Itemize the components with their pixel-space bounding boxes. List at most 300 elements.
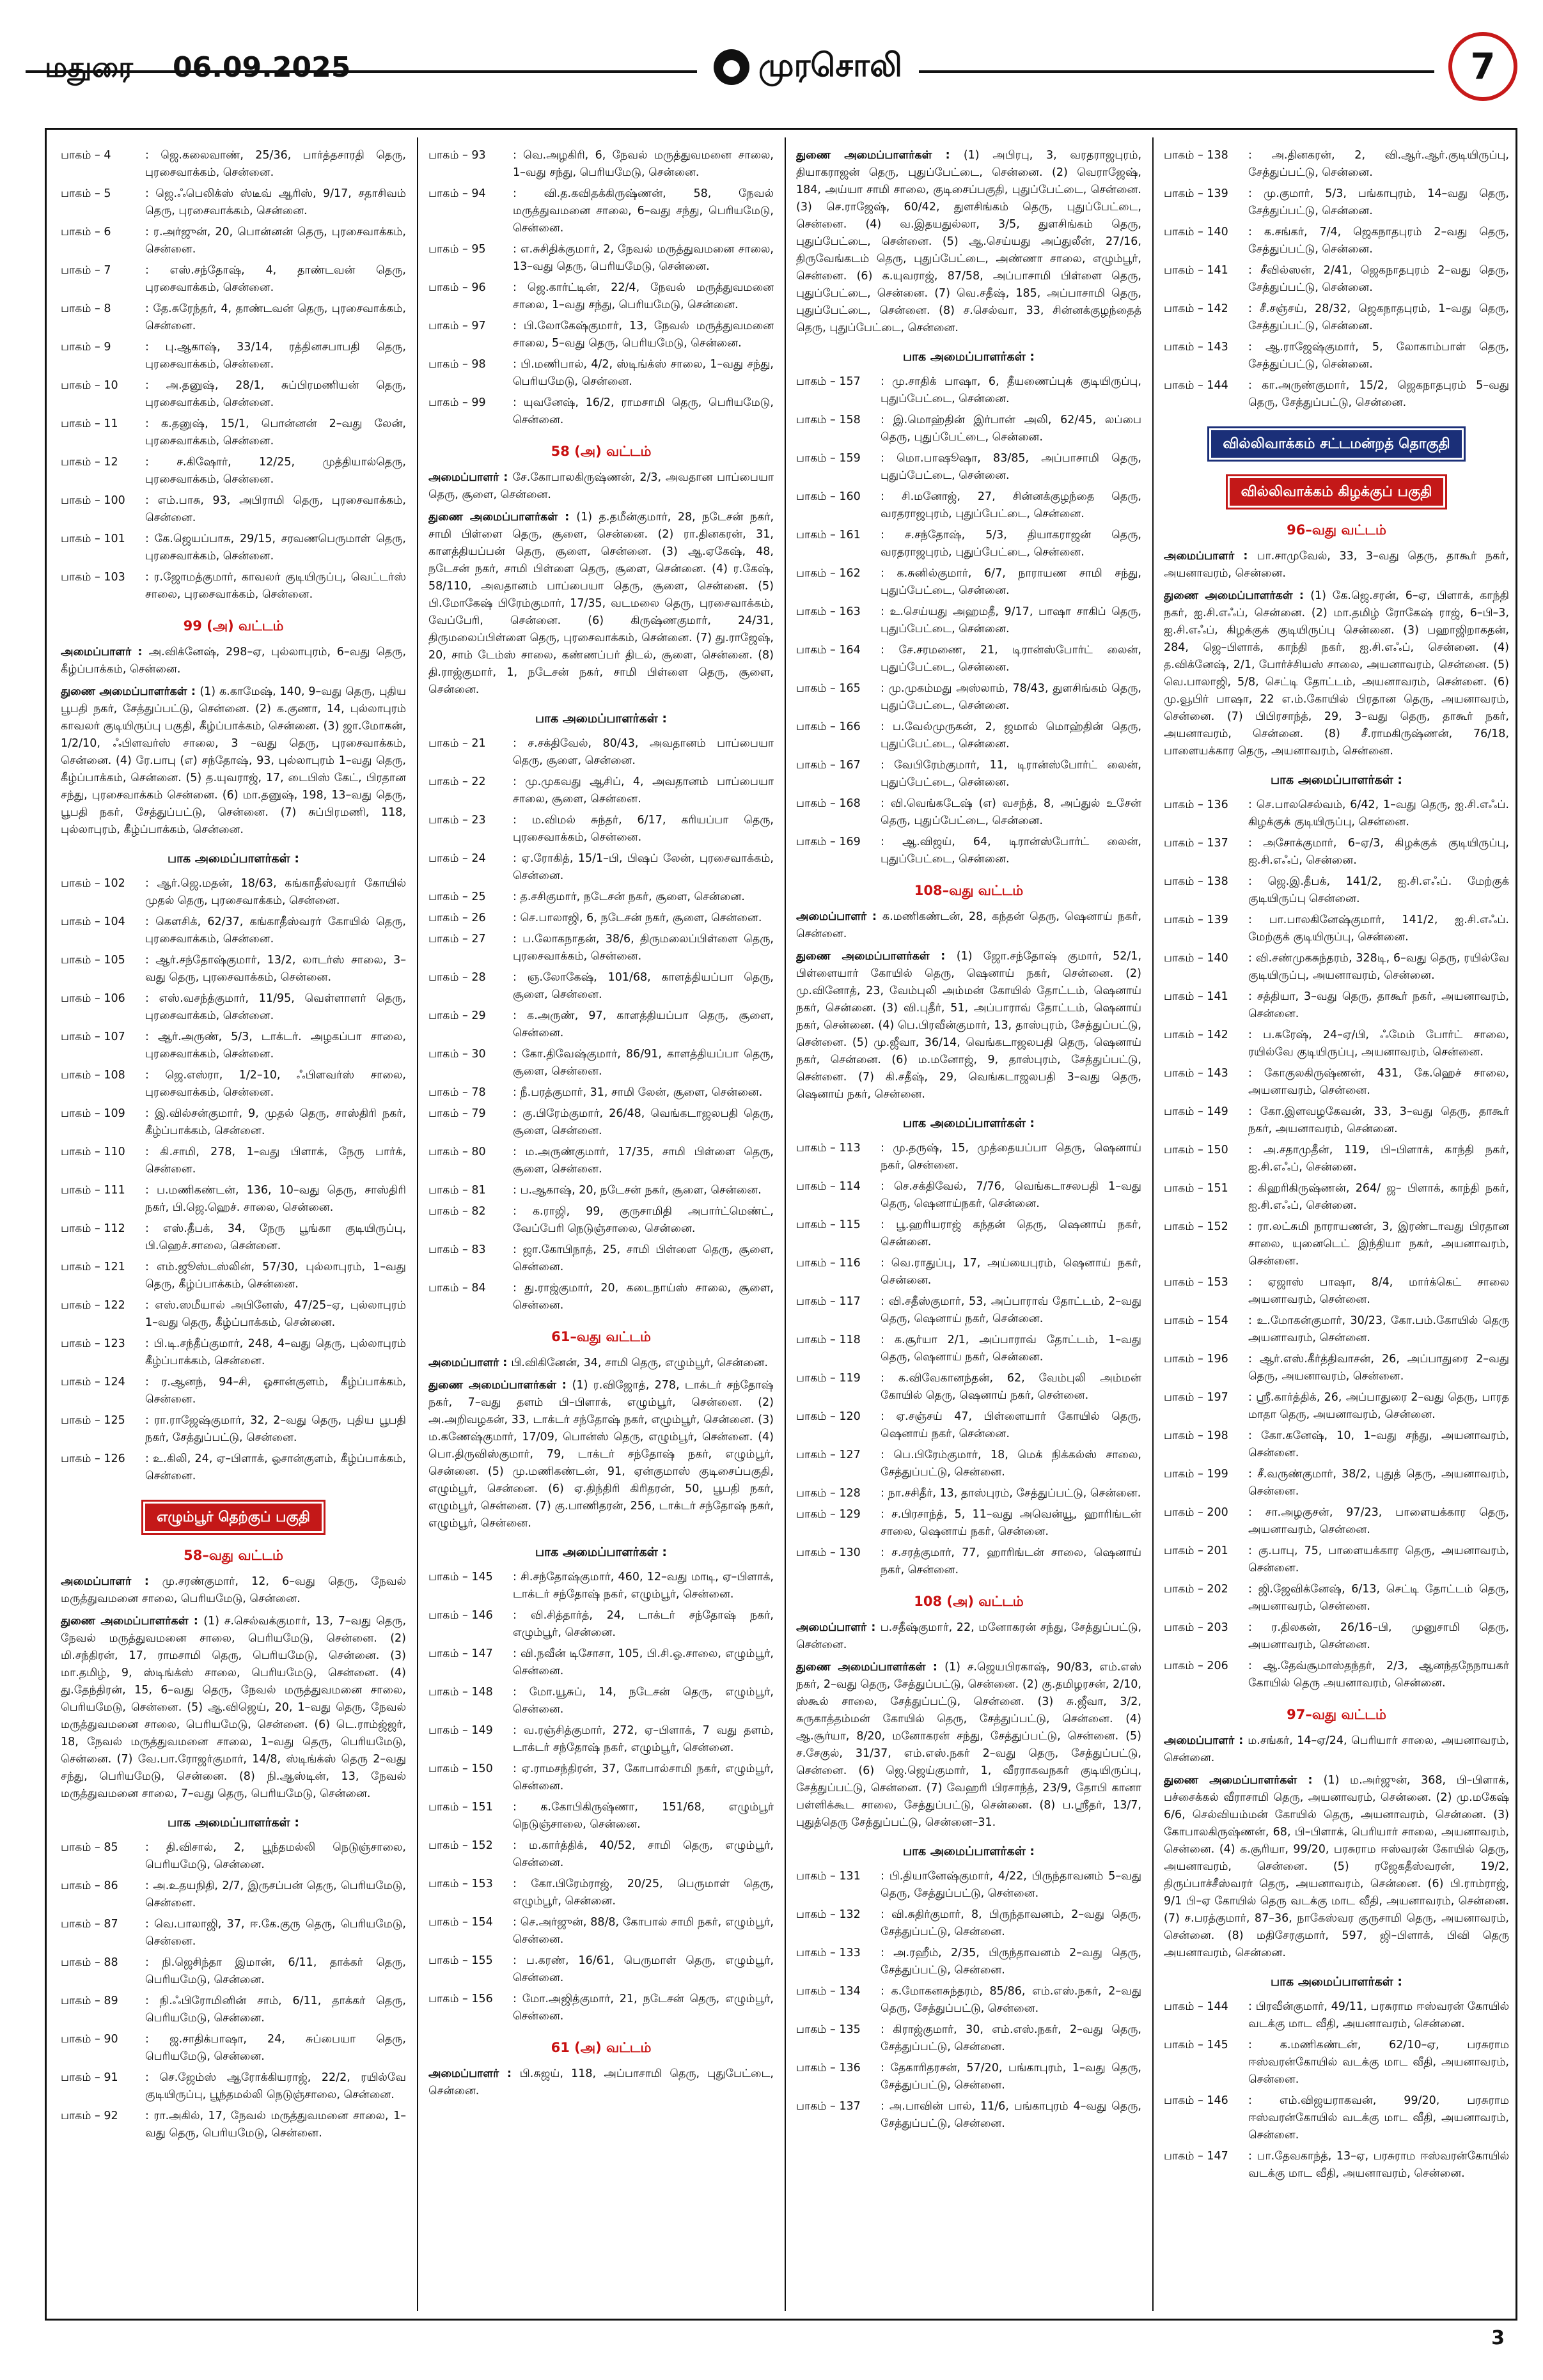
booth-rep-address: : கோ.பிரேம்ராஜ், 20/25, பெருமாள் தெரு, எழும்பூர், சென்னை. <box>513 1876 774 1910</box>
booth-number: பாகம் – 4 <box>61 149 111 162</box>
booth-entry <box>1164 2148 1509 2182</box>
booth-number: பாகம் – 85 <box>61 1841 118 1854</box>
booth-entry <box>61 2069 406 2104</box>
booth-entry <box>428 279 774 314</box>
booth-entry <box>61 1220 406 1255</box>
booth-entry <box>61 185 406 220</box>
rep-label: அமைப்பாளர் <box>61 1575 132 1588</box>
booth-entry <box>1164 339 1509 373</box>
booth-entry <box>428 735 774 770</box>
booth-rep-address: : ர.ஜோமத்குமார், காவலர் குடியிருப்பு, வெட்டர்ஸ் சாலை, புரசைவாக்கம், சென்னை. <box>145 569 406 603</box>
booth-rep-address: : செ.அர்ஜுன், 88/8, கோபால் சாமி நகர், எழும்பூர், சென்னை. <box>513 1914 774 1948</box>
constituency-banner <box>1164 428 1509 460</box>
booth-rep-address: : நீ.பரத்குமார், 31, சாமி லேன், சூளை, சென்னை. <box>513 1084 774 1101</box>
booth-number: பாகம் – 168 <box>796 797 861 810</box>
booth-number: பாகம் – 89 <box>61 1995 118 2007</box>
deputies-label: துணை அமைப்பாளர்கள் <box>428 511 558 524</box>
booth-rep-address: : மோ.யூசுப், 14, நடேசன் தெரு, எழும்பூர், சென்னை. <box>513 1684 774 1718</box>
ward-representative: அமைப்பாளர் : பி.சுஜய், 118, அப்பாசாமி தெரு, புதுபேட்டை, சென்னை. <box>428 2067 774 2097</box>
booth-rep-address: : இ.வில்சன்குமார், 9, முதல் தெரு, சாஸ்திரி நகர், கீழ்ப்பாக்கம், சென்னை. <box>145 1105 406 1140</box>
booth-list <box>796 1868 1141 2133</box>
booth-rep-address: : தி.விசால், 2, பூந்தமல்லி நெடுஞ்சாலை, பெரியமேடு, சென்னை. <box>145 1839 406 1874</box>
booth-number: பாகம் – 88 <box>61 1956 118 1969</box>
page-number: 7 <box>1448 32 1517 101</box>
booth-number: பாகம் – 112 <box>61 1222 125 1235</box>
booth-entry <box>796 2060 1141 2094</box>
deputies-text: (1) ச.ஜெயபிரகாஷ், 90/83, எம்.எஸ் நகர், 2–வது தெரு, சேத்துப்பட்டு, சென்னை. (2) கு.தமிழரசன், 2/10, ஸ்கூல் சாலை, சேத்துப்பட்டு, சென்னை. (3) சு.ஜீவா, 3/2, சுருகாத்தம்மன் கோயில் தெரு, சேத்துப்பட்டு, சென்னை. (4) ஆ.சூர்யா, 8/20, மனோகரன் சந்து, சேத்துப்பட்டு, சென்னை. (5) ச.சேகுல், 31/37, எம்.எஸ்.நகர் 2–வது தெரு, சேத்துப்பட்டு, சென்னை. (6) ஜெ.ஜெய்குமார், 1, வீரராகவநகர் குடியிருப்பு, சேத்துப்பட்டு, சென்னை. (7) வேஹரி பிரசாந்த், 23/9, தோபி கானா பள்ளிக்கூட சாலை, சேத்துப்பட்டு, சென்னை. (8) ப.ஸ்ரீதர், 13/7, புதுத்தெரு சேத்துப்பட்டு, சென்னை–31. <box>796 1661 1141 1829</box>
booth-number: பாகம் – 140 <box>1164 226 1228 238</box>
booth-entry <box>1164 1065 1509 1100</box>
booth-rep-address: : க.சுனில்குமார், 6/7, நாராயண சாமி சந்து, புதுப்பேட்டை, சென்னை. <box>881 565 1141 600</box>
booth-number: பாகம் – 144 <box>1164 379 1228 392</box>
ward-heading: 58 (அ) வட்டம் <box>551 444 652 459</box>
booth-rep-address: : ர.ஆனந், 94–சி, ஓசான்குளம், கீழ்ப்பாக்கம், சென்னை. <box>145 1374 406 1408</box>
deputies-text: (1) ஜோ.சந்தோஷ் குமார், 52/1, பிள்ளையார் கோயில் தெரு, ஷெனாய் நகர், சென்னை. (2) மு.வினோத், 23, வேம்புலி அம்மன் கோயில் தோட்டம், ஷெனாய் நகர், சென்னை. (3) வி.புதீர், 51, அப்பாராவ் தோட்டம், ஷெனாய் நகர், சென்னை. (4) பெ.பிரவீன்குமார், 13, தாஸ்புரம், சேத்துப்பட்டு, சென்னை. (5) மு.ஜீவா, 36/14, வெங்கடாஜலபதி தெரு, ஷெனாய் நகர், சென்னை. (6) ம.மனோஜ், 9, தாஸ்புரம், சேத்துப்பட்டு, சென்னை. (7) கி.சதீஷ், 29, வெங்கடாஜலபதி 3–வது தெரு, ஷெனாய் நகர், சென்னை. <box>796 950 1141 1101</box>
booth-rep-address: : ச.கிஷோர், 12/25, முத்தியால்தெரு, புரசைவாக்கம், சென்னை. <box>145 454 406 488</box>
booth-number: பாகம் – 12 <box>61 456 118 469</box>
booth-rep-address: : எம்.பாசு, 93, அபிராமி தெரு, புரசைவாக்கம், சென்னை. <box>145 492 406 527</box>
booth-number: பாகம் – 156 <box>428 1993 493 2005</box>
booth-number: பாகம் – 199 <box>1164 1468 1228 1481</box>
booth-number: பாகம் – 78 <box>428 1086 486 1099</box>
booth-rep-address: : சீ.சஞ்சய், 28/32, ஜெகநாதபுரம், 1–வது தெரு, சேத்துப்பட்டு, சென்னை. <box>1248 300 1509 335</box>
booth-rep-address: : மோ.அஜித்குமார், 21, நடேசன் தெரு, எழும்பூர், சென்னை. <box>513 1991 774 2025</box>
ward-heading: 58–வது வட்டம் <box>184 1548 283 1563</box>
rep-label: அமைப்பாளர் <box>428 1357 499 1369</box>
rep-text: க.மணிகண்டன், 28, கந்தன் தெரு, ஷெனாய் நகர், சென்னை. <box>796 910 1141 940</box>
booth-number: பாகம் – 25 <box>428 891 486 903</box>
deputies-label: துணை அமைப்பாளர்கள் <box>61 685 187 698</box>
rep-text: ப.சதீஷ்குமார், 22, மனோகரன் சந்து, சேத்துப்பட்டு, சென்னை. <box>796 1621 1141 1651</box>
booth-number: பாகம் – 104 <box>61 915 125 928</box>
booth-entry <box>796 1868 1141 1902</box>
booth-entry <box>61 2031 406 2065</box>
booth-rep-address: : கே.ஜெயப்பாசு, 29/15, சரவணபெருமாள் தெரு, புரசைவாக்கம், சென்னை. <box>145 531 406 565</box>
paper-name: முரசொலி <box>758 46 902 84</box>
booth-rep-address: : ர.அர்ஜுன், 20, பொன்னன் தெரு, புரசைவாக்கம், சென்னை. <box>145 224 406 258</box>
booth-reps-heading: பாக அமைப்பாளர்கள் : <box>1270 773 1402 787</box>
booth-entry <box>428 241 774 276</box>
booth-rep-address: : எம்.விஜயராகவன், 99/20, பரசுராம ஈஸ்வரன்கோயில் வடக்கு மாட வீதி, அயனாவரம், சென்னை. <box>1248 2092 1509 2144</box>
booth-number: பாகம் – 116 <box>796 1257 861 1270</box>
booth-rep-address: : அ.தினகரன், 2, வி.ஆர்.ஆர்.குடியிருப்பு, சேத்துப்பட்டு, சென்னை. <box>1248 147 1509 182</box>
ward-representative: அமைப்பாளர் : சே.கோபாலகிருஷ்ணன், 2/3, அவதான பாப்பையா தெரு, சூளை, சென்னை. <box>428 471 774 501</box>
booth-reps-heading: பாக அமைப்பாளர்கள் : <box>902 1116 1035 1130</box>
booth-rep-address: : எஸ்.ஸமீயால் அபினேஸ், 47/25–ஏ, புல்லாபுரம் 1–வது தெரு, கீழ்ப்பாக்கம், சென்னை. <box>145 1297 406 1332</box>
booth-rep-address: : அ.பாவின் பால், 11/6, பங்காபுரம் 4–வது தெரு, சேத்துப்பட்டு, சென்னை. <box>881 2098 1141 2133</box>
booth-rep-address: : கிராஜ்குமார், 30, எம்.எஸ்.நகர், 2–வது தெரு, சேத்துப்பட்டு, சென்னை. <box>881 2021 1141 2056</box>
booth-rep-address: : வெ.அழகிரி, 6, நேவல் மருத்துவமனை சாலை, 1–வது சந்து, பெரியமேடு, சென்னை. <box>513 147 774 182</box>
booth-rep-address: : அ.உதயநிதி, 2/7, இருசப்பன் தெரு, பெரியமேடு, சென்னை. <box>145 1878 406 1912</box>
booth-rep-address: : கோ.இளவழகேவன், 33, 3–வது தெரு, தாகூர் நகர், அயனாவரம், சென்னை. <box>1248 1103 1509 1138</box>
ward-representative: அமைப்பாளர் : ப.சதீஷ்குமார், 22, மனோகரன் சந்து, சேத்துப்பட்டு, சென்னை. <box>796 1621 1141 1651</box>
booth-number: பாகம் – 144 <box>1164 2000 1228 2013</box>
booth-number: பாகம் – 143 <box>1164 341 1228 354</box>
booth-reps-heading: பாக அமைப்பாளர்கள் : <box>535 1545 667 1559</box>
booth-number: பாகம் – 150 <box>428 1762 493 1775</box>
booth-rep-address: : ஏ.சஞ்சய் 47, பிள்ளையார் கோயில் தெரு, ஷெனாய் நகர், சென்னை. <box>881 1408 1141 1443</box>
booth-entry <box>1164 912 1509 946</box>
booth-rep-address: : க.அருண், 97, காளத்தியப்பா தெரு, சூளை, சென்னை. <box>513 1007 774 1042</box>
booth-rep-address: : சி.மனோஜ், 27, சின்னக்குழந்தை தெரு, வரதராஜபுரம், புதுப்பேட்டை, சென்னை. <box>881 488 1141 523</box>
booth-entry <box>796 373 1141 408</box>
booth-entry <box>428 1952 774 1987</box>
booth-rep-address: : ச.சரத்குமார், 77, ஹாரிங்டன் சாலை, ஷெனாய் நகர், சென்னை. <box>881 1544 1141 1579</box>
edition-city: மதுரை <box>45 51 133 84</box>
booth-rep-address: : ப.மணிகண்டன், 136, 10–வது தெரு, சாஸ்திரி நகர், பி.ஜெ.ஹெச். சாலை, சென்னை. <box>145 1182 406 1217</box>
booth-entry <box>796 795 1141 830</box>
booth-entry <box>796 642 1141 676</box>
booth-rep-address: : கோ.கனேஷ், 10, 1–வது சந்து, அயனாவரம், சென்னை. <box>1248 1427 1509 1462</box>
booth-rep-address: : மு.தருஷ், 15, முத்தையப்பா தெரு, ஷெனாய் நகர், சென்னை. <box>881 1140 1141 1174</box>
booth-entry <box>796 1408 1141 1443</box>
booth-rep-address: : ஆர்.எஸ்.கீர்த்திவாசன், 26, அப்பாதுரை 2–வது தெரு, அயனாவரம், சென்னை. <box>1248 1351 1509 1385</box>
booth-number: பாகம் – 29 <box>428 1009 486 1022</box>
booth-entry <box>796 1332 1141 1366</box>
booth-rep-address: : உ.கிலி, 24, ஏ–பிளாக், ஓசான்குளம், கீழ்ப்பாக்கம், சென்னை. <box>145 1451 406 1485</box>
booth-rep-address: : ஜெ.கலைவாண், 25/36, பார்த்தசாரதி தெரு, புரசைவாக்கம், சென்னை. <box>145 147 406 182</box>
booth-entry <box>61 914 406 948</box>
booth-entry <box>428 1761 774 1795</box>
booth-rep-address: : க.விவேகானந்தன், 62, வேம்புலி அம்மன் கோயில் தெரு, ஷெனாய் நகர், சென்னை. <box>881 1370 1141 1404</box>
booth-entry <box>428 1914 774 1948</box>
booth-rep-address: : சே.சரமணை, 21, டிரான்ஸ்போர்ட் லைன், புதுப்பேட்டை, சென்னை. <box>881 642 1141 676</box>
booth-number: பாகம் – 166 <box>796 720 861 733</box>
booth-entry <box>796 1140 1141 1174</box>
booth-entry <box>796 834 1141 868</box>
booth-entry <box>428 1837 774 1872</box>
booth-entry <box>428 1799 774 1833</box>
booth-list <box>61 1839 406 2142</box>
booth-entry <box>796 488 1141 523</box>
booth-number: பாகம் – 150 <box>1164 1144 1228 1156</box>
booth-entry <box>1164 1142 1509 1176</box>
booth-entry <box>1164 2092 1509 2144</box>
booth-number: பாகம் – 151 <box>1164 1182 1228 1195</box>
booth-rep-address: : மு.முகம்மது அஸ்லாம், 78/43, துளசிங்கம் தெரு, புதுப்பேட்டை, சென்னை. <box>881 680 1141 715</box>
booth-number: பாகம் – 9 <box>61 341 111 354</box>
booth-number: பாகம் – 99 <box>428 396 486 409</box>
rep-text: மு.சரண்குமார், 12, 6–வது தெரு, நேவல் மருத்துவமனை சாலை, பெரியமேடு, சென்னை. <box>61 1575 406 1605</box>
booth-rep-address: : வேபிரேம்குமார், 11, டிரான்ஸ்போர்ட் லைன், புதுப்பேட்டை, சென்னை. <box>881 757 1141 791</box>
booth-rep-address: : உ.செய்யது அஹமதீ, 9/17, பாஷா சாகிப் தெரு, புதுப்பேட்டை, சென்னை. <box>881 603 1141 638</box>
booth-entry <box>1164 1543 1509 1577</box>
booth-number: பாகம் – 142 <box>1164 302 1228 315</box>
booth-number: பாகம் – 21 <box>428 737 486 750</box>
booth-entry <box>796 450 1141 485</box>
booth-entry <box>1164 185 1509 220</box>
booth-rep-address: : ஆர்.சந்தோஷ்குமார், 13/2, லாடர்ஸ் சாலை, 3–வது தெரு, புரசைவாக்கம், சென்னை. <box>145 952 406 986</box>
booth-entry <box>61 1297 406 1332</box>
booth-entry <box>796 1178 1141 1213</box>
booth-number: பாகம் – 106 <box>61 992 125 1005</box>
column-1 <box>61 147 406 2308</box>
booth-rep-address: : ஏ.ராமசந்திரன், 37, கோபால்சாமி நகர், எழும்பூர், சென்னை. <box>513 1761 774 1795</box>
booth-rep-address: : எஸ்.சந்தோஷ், 4, தாண்டவன் தெரு, புரசைவாக்கம், சென்னை. <box>145 262 406 297</box>
booth-number: பாகம் – 201 <box>1164 1544 1228 1557</box>
booth-number: பாகம் – 90 <box>61 2033 118 2046</box>
booth-number: பாகம் – 101 <box>61 533 125 545</box>
booth-rep-address: : பி.லோகேஷ்குமார், 13, நேவல் மருத்துவமனை சாலை, 5–வது தெரு, பெரியமேடு, சென்னை. <box>513 318 774 352</box>
booth-number: பாகம் – 11 <box>61 417 118 430</box>
booth-rep-address: : ஆ.விஜய், 64, டிரான்ஸ்போர்ட் லைன், புதுப்பேட்டை, சென்னை. <box>881 834 1141 868</box>
booth-rep-address: : பா.பாலகினேஷ்குமார், 141/2, ஐ.சி.எஃப். மேற்குக் குடியிருப்பு, சென்னை. <box>1248 912 1509 946</box>
booth-entry <box>428 1645 774 1680</box>
booth-rep-address: : எஸ்.வசந்த்குமார், 11/95, வெள்ளாளர் தெரு, புரசைவாக்கம், சென்னை. <box>145 990 406 1025</box>
booth-number: பாகம் – 146 <box>1164 2094 1228 2107</box>
booth-number: பாகம் – 80 <box>428 1146 486 1158</box>
booth-number: பாகம் – 30 <box>428 1048 486 1061</box>
booth-number: பாகம் – 126 <box>61 1452 125 1465</box>
booth-number: பாகம் – 145 <box>428 1571 493 1583</box>
booth-number: பாகம் – 84 <box>428 1282 486 1295</box>
booth-number: பாகம் – 163 <box>796 605 861 618</box>
column-3 <box>796 147 1141 2308</box>
booth-number: பாகம் – 137 <box>796 2100 861 2113</box>
ward-heading: 61–வது வட்டம் <box>551 1329 651 1344</box>
column-4 <box>1164 147 1509 2308</box>
booth-entry <box>1164 262 1509 297</box>
deputies-text: (1) த.தமீன்குமார், 28, நடேசன் நகர், சாமி பிள்ளை தெரு, சூளை, சென்னை. (2) ரா.தினகரன், 31, காளத்தியப்பன் தெரு, சூளை, சென்னை. (3) ஆ.ஏகேஷ், 48, நடேசன் நகர், சாமி பிள்ளை தெரு, சூளை, சென்னை. (4) ர.கேஷ், 58/110, அவதானம் பாப்பையா தெரு, சூளை, சென்னை. (5) பி.மோகேஷ் பிரேம்குமார், 17/35, வடமலை தெரு, புரசைவாக்கம், வேப்பேரி, சென்னை. (6) கிருஷ்ணகுமார், 24/31, திருமலைப்பிள்ளை தெரு, புரசைவாக்கம், சென்னை. (7) து.ராஜேஷ், 20, சாம் டேம்ஸ் சாலை, கண்ணப்பர் திடல், சூளை, சென்னை. (8) தி.ராஜ்குமார், 1, நடேசன் நகர், சாமி பிள்ளை தெரு, சூளை, சென்னை. <box>428 511 774 696</box>
booth-rep-address: : வி.சித்தார்த், 24, டாக்டர் சந்தோஷ் நகர், எழும்பூர், சென்னை. <box>513 1607 774 1642</box>
booth-number: பாகம் – 105 <box>61 954 125 967</box>
booth-number: பாகம் – 27 <box>428 933 486 945</box>
booth-rep-address: : ஜெ.எஸ்ரா, 1/2–10, ஃபிளவர்ஸ் சாலை, புரசைவாக்கம், சென்னை. <box>145 1067 406 1101</box>
booth-rep-address: : பெ.பிரேம்குமார், 18, மெக் நிக்கல்ஸ் சாலை, சேத்துப்பட்டு, சென்னை. <box>881 1447 1141 1481</box>
booth-number: பாகம் – 111 <box>61 1184 125 1197</box>
booth-number: பாகம் – 83 <box>428 1243 486 1256</box>
booth-entry <box>1164 1218 1509 1270</box>
booth-number: பாகம் – 153 <box>1164 1276 1228 1289</box>
booth-entry <box>428 318 774 352</box>
booth-number: பாகம் – 167 <box>796 759 861 772</box>
area-banner <box>1164 476 1509 508</box>
booth-number: பாகம் – 149 <box>428 1724 493 1737</box>
booth-rep-address: : கி.சாமி, 278, 1–வது பிளாக், நேரு பார்க், சென்னை. <box>145 1144 406 1178</box>
booth-entry <box>1164 377 1509 412</box>
booth-rep-address: : சா.அழகுசன், 97/23, பாளையக்கார தெரு, அயனாவரம், சென்னை. <box>1248 1504 1509 1539</box>
booth-rep-address: : த.சசிகுமார், நடேசன் நகர், சூளை, சென்னை. <box>513 889 774 906</box>
booth-rep-address: : மு.முகவது ஆசிப், 4, அவதானம் பாப்பையா சாலை, சூளை, சென்னை. <box>513 774 774 808</box>
booth-entry <box>1164 1180 1509 1215</box>
booth-rep-address: : ரா.அகில், 17, நேவல் மருத்துவமனை சாலை, 1–வது தெரு, பெரியமேடு, சென்னை. <box>145 2108 406 2142</box>
booth-entry <box>61 454 406 488</box>
booth-number: பாகம் – 115 <box>796 1218 861 1231</box>
booth-number: பாகம் – 119 <box>796 1372 861 1385</box>
booth-number: பாகம் – 143 <box>1164 1067 1228 1080</box>
booth-entry <box>428 394 774 429</box>
column-divider <box>417 137 418 2311</box>
booth-rep-address: : அ.ரஹீம், 2/35, பிருந்தாவனம் 2–வது தெரு, சேத்துப்பட்டு, சென்னை. <box>881 1945 1141 1979</box>
booth-rep-address: : எஸ்.தீபக், 34, நேரு பூங்கா குடியிருப்பு, பி.ஹெச்.சாலை, சென்னை. <box>145 1220 406 1255</box>
booth-rep-address: : ஆர்.அருண், 5/3, டாக்டர். அழகப்பா சாலை, புரசைவாக்கம், சென்னை. <box>145 1029 406 1063</box>
booth-entry <box>1164 300 1509 335</box>
ward-representative: அமைப்பாளர் : பி.விகினேன், 34, சாமி தெரு, எழும்பூர், சென்னை. <box>428 1357 768 1369</box>
booth-rep-address: : ச.சக்திவேல், 80/43, அவதானம் பாப்பையா தெரு, சூளை, சென்னை. <box>513 735 774 770</box>
booth-entry <box>428 889 774 906</box>
booth-number: பாகம் – 100 <box>61 494 125 507</box>
booth-list <box>61 875 406 1485</box>
booth-rep-address: : க.மணிகண்டன், 62/10–ஏ, பரசுராம ஈஸ்வரன்கோயில் வடக்கு மாட வீதி, அயனாவரம், சென்னை. <box>1248 2037 1509 2088</box>
booth-number: பாகம் – 6 <box>61 226 111 238</box>
booth-entry <box>61 262 406 297</box>
booth-rep-address: : எம்.ஜூஸ்டஸ்லின், 57/30, புல்லாபுரம், 1–வது தெரு, கீழ்ப்பாக்கம், சென்னை. <box>145 1259 406 1293</box>
booth-rep-address: : வி.சுதிர்குமார், 8, பிருந்தாவனம், 2–வது தெரு, சேத்துப்பட்டு, சென்னை. <box>881 1906 1141 1941</box>
booth-rep-address: : ஜெ.ஃபெலிக்ஸ் ஸ்டீவ் ஆரிஸ், 9/17, சதாசிவம் தெரு, புரசைவாக்கம், சென்னை. <box>145 185 406 220</box>
elephant-icon: ● <box>714 49 749 85</box>
area-banner-text: வில்லிவாக்கம் கிழக்குப் பகுதி <box>1228 476 1446 508</box>
booth-entry <box>428 1182 774 1199</box>
deputies-text: (1) ச.செல்வக்குமார், 13, 7–வது தெரு, நேவல் மருத்துவமனை சாலை, பெரியமேடு, சென்னை. (2) மி.சந்திரன், 17, ராமசாமி தெரு, பெரியமேடு, சென்னை. (3) மா.தமிழ், 9, ஸ்டிங்க்ஸ் சாலை, பெரியமேடு, சென்னை. (4) து.தேந்திரன், 15, 6–வது தெரு, நேவல் மருத்துவமனை சாலை, பெரியமேடு, சென்னை. (5) ஆ.விஜெய், 20, 1–வது தெரு, நேவல் மருத்துவமனை சாலை, பெரியமேடு, சென்னை. (6) டெ.ராம்ஜ்ஜர், 18, நேவல் மருத்துவமனை சாலை, 1–வது தெரு, பெரியமேடு, சென்னை. (7) வே.பா.ரோஜர்குமார், 14/8, ஸ்டிங்க்ஸ் தெரு 2–வது சந்து, பெரியமேடு, சென்னை. (8) நி.ஆஸ்டின், 13, நேவல் மருத்துவமனை சாலை, 7–வது தெரு, பெரியமேடு, சென்னை. <box>61 1615 406 1800</box>
booth-rep-address: : உ.மோகன்குமார், 30/23, கோ.பம்.கோயில் தெரு அயனாவரம், சென்னை. <box>1248 1312 1509 1347</box>
deputies-text: (1) ம.அர்ஜுன், 368, பி–பிளாக், பச்சைக்கல் வீராசாமி தெரு, அயனாவரம், சென்னை. (2) மு.மகேஷ் 6/6, செல்வியம்மன் கோயில் தெரு, அயனாவரம், சென்னை. (3) கோபாலகிருஷ்ணன், 68, பி–பிளாக், பெரியார் சாலை, அயனாவரம், சென்னை. (4) க.சூரியா, 99/20, பரசுராம ஈஸ்வரன் கோயில் தெரு, அயனாவரம், சென்னை. (5) ரஜேகதீஸ்வரன், 19/2, திருப்பாச்சீஸ்வரர் தெரு, அயனாவரம், சென்னை. (6) பி.ராம்ராஜ், 9/1 பி–ஏ கோயில் தெரு வடக்கு மாட வீதி, அயனாவரம், சென்னை. (7) ச.பரத்குமார், 87–36, நாகேஸ்வர குருசாமி தெரு, அயனாவரம், சென்னை. (8) மதிசேரகுமார், 597, ஜி–பிளாக், பிவி தெரு அயனாவரம், சென்னை. <box>1164 1774 1509 1959</box>
booth-number: பாகம் – 147 <box>428 1647 493 1660</box>
booth-rep-address: : பி.மணிபால், 4/2, ஸ்டிங்க்ஸ் சாலை, 1–வது சந்து, பெரியமேடு, சென்னை. <box>513 356 774 391</box>
booth-rep-address: : வ.ரஞ்சித்குமார், 272, ஏ–பிளாக், 7 வது தளம், டாக்டர் சந்தோஷ் நகர், எழும்பூர், சென்னை. <box>513 1722 774 1757</box>
rep-label: அமைப்பாளர் <box>1164 550 1235 563</box>
booth-number: பாகம் – 113 <box>796 1142 861 1155</box>
booth-entry <box>796 2021 1141 2056</box>
booth-rep-address: : ர.திலகன், 26/16–பி, முனுசாமி தெரு, அயனாவரம், சென்னை. <box>1248 1619 1509 1654</box>
booth-number: பாகம் – 121 <box>61 1261 125 1273</box>
booth-entry <box>1164 797 1509 831</box>
booth-number: பாகம் – 95 <box>428 243 486 256</box>
deputies-label: துணை அமைப்பாளர்கள் <box>1164 1774 1297 1787</box>
booth-rep-address: : க.மோகனசுந்தரம், 85/86, எம்.எஸ்.நகர், 2–வது தெரு, சேத்துப்பட்டு, சென்னை. <box>881 1983 1141 2018</box>
booth-entry <box>428 1991 774 2025</box>
rep-label: அமைப்பாளர் <box>61 646 132 658</box>
booth-entry <box>428 185 774 237</box>
booth-entry <box>61 1182 406 1217</box>
booth-number: பாகம் – 7 <box>61 264 111 277</box>
booth-number: பாகம் – 133 <box>796 1947 861 1959</box>
booth-entry <box>796 1945 1141 1979</box>
booth-rep-address: : ரா.ராஜேஷ்குமார், 32, 2–வது தெரு, புதிய பூபதி நகர், சேத்துப்பட்டு, சென்னை. <box>145 1412 406 1447</box>
rep-text: அ.விக்னேஷ், 298–ஏ, புல்லாபுரம், 6–வது தெரு, கீழ்ப்பாக்கம், சென்னை. <box>61 646 406 676</box>
booth-rep-address: : சீ.வருண்குமார், 38/2, புதுத் தெரு, அயனாவரம், சென்னை. <box>1248 1466 1509 1500</box>
booth-number: பாகம் – 120 <box>796 1410 861 1423</box>
booth-entry <box>796 680 1141 715</box>
booth-rep-address: : க.சங்கர், 7/4, ஜெகநாதபுரம் 2–வது தெரு, சேத்துப்பட்டு, சென்னை. <box>1248 224 1509 258</box>
ward-heading: 97–வது வட்டம் <box>1287 1707 1386 1722</box>
booth-number: பாகம் – 110 <box>61 1146 125 1158</box>
booth-entry <box>61 990 406 1025</box>
booth-entry <box>796 1217 1141 1251</box>
rep-label: அமைப்பாளர் <box>428 2067 499 2080</box>
booth-number: பாகம் – 154 <box>428 1916 493 1929</box>
booth-rep-address: : ம.அருண்குமார், 17/35, சாமி பிள்ளை தெரு, சூளை, சென்னை. <box>513 1144 774 1178</box>
booth-reps-heading: பாக அமைப்பாளர்கள் : <box>167 852 299 866</box>
booth-entry <box>796 527 1141 561</box>
booth-list <box>428 147 774 429</box>
deputy-list: துணை அமைப்பாளர்கள் : (1) ஜோ.சந்தோஷ் குமார், 52/1, பிள்ளையார் கோயில் தெரு, ஷெனாய் நகர், சென்னை. (2) மு.வினோத், 23, வேம்புலி அம்மன் கோயில் தோட்டம், ஷெனாய் நகர், சென்னை. (3) வி.புதீர், 51, அப்பாராவ் தோட்டம், ஷெனாய் நகர், சென்னை. (4) பெ.பிரவீன்குமார், 13, தாஸ்புரம், சேத்துப்பட்டு, சென்னை. (5) மு.ஜீவா, 36/14, வெங்கடாஜலபதி தெரு, ஷெனாய் நகர், சென்னை. (6) ம.மனோஜ், 9, தாஸ்புரம், சேத்துப்பட்டு, சென்னை. (7) கி.சதீஷ், 29, வெங்கடாஜலபதி 3–வது தெரு, ஷெனாய் நகர், சென்னை. <box>796 950 1141 1101</box>
booth-entry <box>428 850 774 885</box>
booth-number: பாகம் – 94 <box>428 187 486 200</box>
booth-reps-heading: பாக அமைப்பாளர்கள் : <box>1270 1975 1402 1989</box>
booth-rep-address: : செ.பாலாஜி, 6, நடேசன் நகர், சூளை, சென்னை. <box>513 910 774 927</box>
booth-number: பாகம் – 202 <box>1164 1583 1228 1596</box>
booth-number: பாகம் – 145 <box>1164 2039 1228 2051</box>
booth-rep-address: : பிரவீன்குமார், 49/11, பரசுராம ஈஸ்வரன் கோயில் வடக்கு மாட வீதி, அயனாவரம், சென்னை. <box>1248 1998 1509 2033</box>
booth-entry <box>61 531 406 565</box>
booth-rep-address: : கோகுலகிருஷ்ணன், 431, கே.ஹெச் சாலை, அயனாவரம், சென்னை. <box>1248 1065 1509 1100</box>
booth-number: பாகம் – 107 <box>61 1031 125 1043</box>
booth-number: பாகம் – 146 <box>428 1609 493 1622</box>
booth-rep-address: : மு.குமார், 5/3, பங்காபுரம், 14–வது தெரு, சேத்துப்பட்டு, சென்னை. <box>1248 185 1509 220</box>
booth-number: பாகம் – 149 <box>1164 1105 1228 1118</box>
booth-entry <box>1164 1619 1509 1654</box>
booth-entry <box>61 1144 406 1178</box>
booth-entry <box>428 1722 774 1757</box>
booth-number: பாகம் – 131 <box>796 1870 861 1883</box>
booth-rep-address: : கா.அருண்குமார், 15/2, ஜெகநாதபுரம் 5–வது தெரு, சேத்துப்பட்டு, சென்னை. <box>1248 377 1509 412</box>
booth-entry <box>428 910 774 927</box>
booth-rep-address: : ம.கார்த்திக், 40/52, சாமி தெரு, எழும்பூர், சென்னை. <box>513 1837 774 1872</box>
booth-number: பாகம் – 154 <box>1164 1314 1228 1327</box>
booth-entry <box>796 1983 1141 2018</box>
booth-rep-address: : ஜ.சாதிக்பாஷா, 24, சுப்பையா தெரு, பெரியமேடு, சென்னை. <box>145 2031 406 2065</box>
booth-entry <box>428 1084 774 1101</box>
deputy-list: துணை அமைப்பாளர்கள் : (1) ச.ஜெயபிரகாஷ், 90/83, எம்.எஸ் நகர், 2–வது தெரு, சேத்துப்பட்டு, சென்னை. (2) கு.தமிழரசன், 2/10, ஸ்கூல் சாலை, சேத்துப்பட்டு, சென்னை. (3) சு.ஜீவா, 3/2, சுருகாத்தம்மன் கோயில் தெரு, சேத்துப்பட்டு, சென்னை. (4) ஆ.சூர்யா, 8/20, மனோகரன் சந்து, சேத்துப்பட்டு, சென்னை. (5) ச.சேகுல், 31/37, எம்.எஸ்.நகர் 2–வது தெரு, சேத்துப்பட்டு, சென்னை. (6) ஜெ.ஜெய்குமார், 1, வீரராகவநகர் குடியிருப்பு, சேத்துப்பட்டு, சென்னை. (7) வேஹரி பிரசாந்த், 23/9, தோபி கானா பள்ளிக்கூட சாலை, சேத்துப்பட்டு, சென்னை. (8) ப.ஸ்ரீதர், 13/7, புதுத்தெரு சேத்துப்பட்டு, சென்னை–31. <box>796 1661 1141 1829</box>
booth-entry <box>428 1007 774 1042</box>
rep-text: சே.கோபாலகிருஷ்ணன், 2/3, அவதான பாப்பையா தெரு, சூளை, சென்னை. <box>428 471 774 501</box>
booth-number: பாகம் – 153 <box>428 1878 493 1890</box>
booth-rep-address: : பி.தியானேஷ்குமார், 4/22, பிருந்தாவனம் 5–வது தெரு, சேத்துப்பட்டு, சென்னை. <box>881 1868 1141 1902</box>
booth-number: பாகம் – 122 <box>61 1299 125 1312</box>
booth-entry <box>428 1280 774 1314</box>
booth-rep-address: : தேகாரிதரசன், 57/20, பங்காபுரம், 1–வது தெரு, சேத்துப்பட்டு, சென்னை. <box>881 2060 1141 2094</box>
booth-number: பாகம் – 136 <box>796 2062 861 2074</box>
booth-number: பாகம் – 96 <box>428 281 486 294</box>
booth-number: பாகம் – 81 <box>428 1184 486 1197</box>
booth-entry <box>61 1412 406 1447</box>
booth-rep-address: : எ.சுசிதிக்குமார், 2, நேவல் மருத்துவமனை சாலை, 13–வது தெரு, பெரியமேடு, சென்னை. <box>513 241 774 276</box>
booth-rep-address: : நி.ஜெசிந்தா இமான், 6/11, தாக்கர் தெரு, பெரியமேடு, சென்னை. <box>145 1954 406 1989</box>
booth-entry <box>61 416 406 450</box>
booth-entry <box>61 492 406 527</box>
booth-rep-address: : வி.த.கவிதக்கிருஷ்ணன், 58, நேவல் மருத்துவமனை சாலை, 6–வது சந்து, பெரியமேடு, சென்னை. <box>513 185 774 237</box>
booth-rep-address: : ம.விமல் சுந்தர், 6/17, கரியப்பா தெரு, புரசைவாக்கம், சென்னை. <box>513 812 774 846</box>
column-divider <box>1152 137 1154 2311</box>
booth-entry <box>61 377 406 412</box>
rep-label: அமைப்பாளர் <box>796 1621 867 1634</box>
booth-rep-address: : செ.பாலசெல்வம், 6/42, 1–வது தெரு, ஐ.சி.எஃப். கிழக்குக் குடியிருப்பு, சென்னை. <box>1248 797 1509 831</box>
corner-mark: 3 <box>1491 2327 1505 2349</box>
booth-entry <box>1164 1103 1509 1138</box>
booth-number: பாகம் – 141 <box>1164 990 1228 1003</box>
booth-list <box>1164 147 1509 412</box>
booth-number: பாகம் – 142 <box>1164 1029 1228 1041</box>
booth-rep-address: : அ.சதாமுதீன், 119, பி–பிளாக், காந்தி நகர், ஐ.சி.எஃப், சென்னை. <box>1248 1142 1509 1176</box>
booth-rep-address: : யுவனேஷ், 16/2, ராமசாமி தெரு, பெரியமேடு, சென்னை. <box>513 394 774 429</box>
booth-entry <box>1164 1581 1509 1615</box>
booth-entry <box>61 1259 406 1293</box>
booth-number: பாகம் – 138 <box>1164 875 1228 888</box>
booth-number: பாகம் – 137 <box>1164 837 1228 850</box>
booth-number: பாகம் – 102 <box>61 877 125 890</box>
booth-number: பாகம் – 139 <box>1164 187 1228 200</box>
booth-entry <box>61 952 406 986</box>
booth-entry <box>1164 1027 1509 1061</box>
deputy-list: துணை அமைப்பாளர்கள் : (1) ம.அர்ஜுன், 368, பி–பிளாக், பச்சைக்கல் வீராசாமி தெரு, அயனாவரம், சென்னை. (2) மு.மகேஷ் 6/6, செல்வியம்மன் கோயில் தெரு, அயனாவரம், சென்னை. (3) கோபாலகிருஷ்ணன், 68, பி–பிளாக், பெரியார் சாலை, அயனாவரம், சென்னை. (4) க.சூரியா, 99/20, பரசுராம ஈஸ்வரன் கோயில் தெரு, அயனாவரம், சென்னை. (5) ரஜேகதீஸ்வரன், 19/2, திருப்பாச்சீஸ்வரர் தெரு, அயனாவரம், சென்னை. (6) பி.ராம்ராஜ், 9/1 பி–ஏ கோயில் தெரு வடக்கு மாட வீதி, அயனாவரம், சென்னை. (7) ச.பரத்குமார், 87–36, நாகேஸ்வர குருசாமி தெரு, அயனாவரம், சென்னை. (8) மதிசேரகுமார், 597, ஜி–பிளாக், பிவி தெரு அயனாவரம், சென்னை. <box>1164 1774 1509 1959</box>
booth-rep-address: : வெ.பாலாஜி, 37, ஈ.கே.குரு தெரு, பெரியமேடு, சென்னை. <box>145 1916 406 1950</box>
booth-rep-address: : ஜெ.கார்ட்டின், 22/4, நேவல் மருத்துவமனை சாலை, 1–வது சந்து, பெரியமேடு, சென்னை. <box>513 279 774 314</box>
deputy-list: துணை அமைப்பாளர்கள் : (1) அபிரபு, 3, வரதராஜபுரம், தியாகராஜன் தெரு, புதுப்பேட்டை, சென்னை. (2) வெராஜேஷ், 184, அய்யா சாமி சாலை, குடிசைப்பகுதி, புதுப்பேட்டை, சென்னை. (3) செ.ராஜேஷ், 60/42, துளசிங்கம் தெரு, புதுப்பேட்டை, சென்னை. (4) வ.இதயதுல்லா, 3/5, துளசிங்கம் தெரு, புதுப்பேட்டை, சென்னை. (5) ஆ.செய்யது அப்துலீன், 27/16, திருவேங்கடம் தெரு, புதுப்பேட்டை, அண்ணா சாலை, எழும்பூர், சென்னை. (6) க.யுவராஜ், 87/58, அப்பாசாமி பிள்ளை தெரு, புதுப்பேட்டை, சென்னை. (7) வெ.சதீஷ், 185, அப்பாசாமி தெரு, புதுப்பேட்டை, சென்னை. (8) ச.செல்வா, 33, சின்னக்குழந்தைத் தெரு, புதுப்பேட்டை, சென்னை. <box>796 149 1141 334</box>
booth-entry <box>796 565 1141 600</box>
deputies-text: (1) க.காமேஷ், 140, 9–வது தெரு, புதிய பூபதி நகர், சேத்துப்பட்டு, சென்னை. (2) க.குணா, 14, புல்லாபுரம் காவலர் குடியிருப்பு பகுதி, கீழ்ப்பாக்கம், சென்னை. (3) ஜா.மோகன், 1/2/10, ஃபிளவர்ஸ் சாலை, 3 –வது தெரு, புரசைவாக்கம், சென்னை. (4) ரே.பாபு (எ) சந்தோஷ், 93, புல்லாபுரம் 1–வது தெரு, கீழ்ப்பாக்கம், சென்னை. (5) த.யுவராஜ், 17, டைபிஸ் கேட், பிரதான சந்து, புரசைவாக்கம் சென்னை. (6) மா.தனுஷ், 198, 13–வது தெரு, பூபதி நகர், சேத்துப்பட்டு, சென்னை. (7) சுப்பிரமணி, 118, புல்லாபுரம், கீழ்ப்பாக்கம், சென்னை. <box>61 685 406 836</box>
booth-number: பாகம் – 158 <box>796 414 861 426</box>
booth-number: பாகம் – 152 <box>1164 1220 1228 1233</box>
